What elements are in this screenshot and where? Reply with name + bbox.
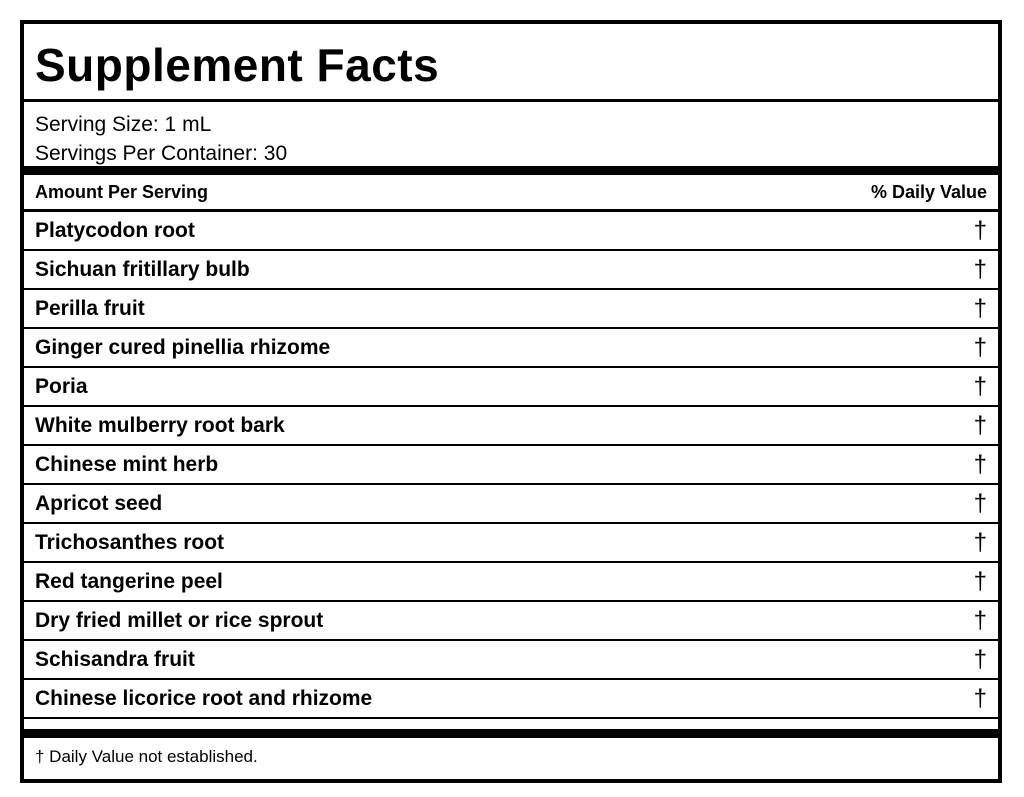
ingredient-name: Poria bbox=[35, 374, 88, 398]
ingredient-row bbox=[24, 680, 998, 719]
ingredient-dv: † bbox=[973, 333, 987, 361]
panel-title: Supplement Facts bbox=[24, 24, 998, 102]
ingredient-row bbox=[24, 368, 998, 407]
ingredient-row bbox=[24, 290, 998, 329]
supplement-facts-panel bbox=[20, 20, 1002, 783]
ingredient-name: Chinese mint herb bbox=[35, 452, 219, 476]
ingredient-dv: † bbox=[973, 372, 987, 400]
ingredient-row bbox=[24, 212, 998, 251]
ingredient-row bbox=[24, 329, 998, 368]
ingredient-dv: † bbox=[973, 450, 987, 478]
ingredient-dv: † bbox=[973, 489, 987, 517]
ingredient-dv: † bbox=[973, 567, 987, 595]
serving-size: Serving Size: 1 mL bbox=[35, 113, 212, 136]
ingredient-name: Schisandra fruit bbox=[35, 647, 195, 671]
ingredient-row bbox=[24, 524, 998, 563]
ingredient-list bbox=[24, 212, 998, 719]
amount-per-serving-label: Amount Per Serving bbox=[35, 181, 209, 202]
ingredient-name: White mulberry root bark bbox=[35, 413, 285, 437]
ingredient-row bbox=[24, 602, 998, 641]
ingredient-dv: † bbox=[973, 216, 987, 244]
ingredient-name: Platycodon root bbox=[35, 218, 195, 242]
ingredient-dv: † bbox=[973, 684, 987, 712]
column-header bbox=[24, 175, 998, 212]
ingredient-dv: † bbox=[973, 606, 987, 634]
ingredient-name: Chinese licorice root and rhizome bbox=[35, 686, 373, 710]
ingredient-name: Sichuan fritillary bulb bbox=[35, 257, 250, 281]
ingredient-name: Ginger cured pinellia rhizome bbox=[35, 335, 331, 359]
ingredient-row bbox=[24, 563, 998, 602]
ingredient-dv: † bbox=[973, 255, 987, 283]
ingredient-dv: † bbox=[973, 411, 987, 439]
ingredient-name: Apricot seed bbox=[35, 491, 163, 515]
ingredient-row bbox=[24, 251, 998, 290]
ingredient-dv: † bbox=[973, 528, 987, 556]
ingredient-row bbox=[24, 407, 998, 446]
serving-info bbox=[24, 102, 998, 175]
ingredient-row bbox=[24, 641, 998, 680]
ingredient-name: Perilla fruit bbox=[35, 296, 145, 320]
ingredient-dv: † bbox=[973, 294, 987, 322]
servings-per-container: Servings Per Container: 30 bbox=[35, 142, 288, 165]
ingredient-name: Trichosanthes root bbox=[35, 530, 225, 554]
ingredient-name: Red tangerine peel bbox=[35, 569, 223, 593]
section-divider bbox=[24, 729, 998, 738]
ingredient-row bbox=[24, 446, 998, 485]
ingredient-row bbox=[24, 485, 998, 524]
footnote: † Daily Value not established. bbox=[35, 747, 258, 766]
daily-value-label: % Daily Value bbox=[870, 181, 987, 202]
ingredient-dv: † bbox=[973, 645, 987, 673]
ingredient-name: Dry fried millet or rice sprout bbox=[35, 608, 324, 632]
